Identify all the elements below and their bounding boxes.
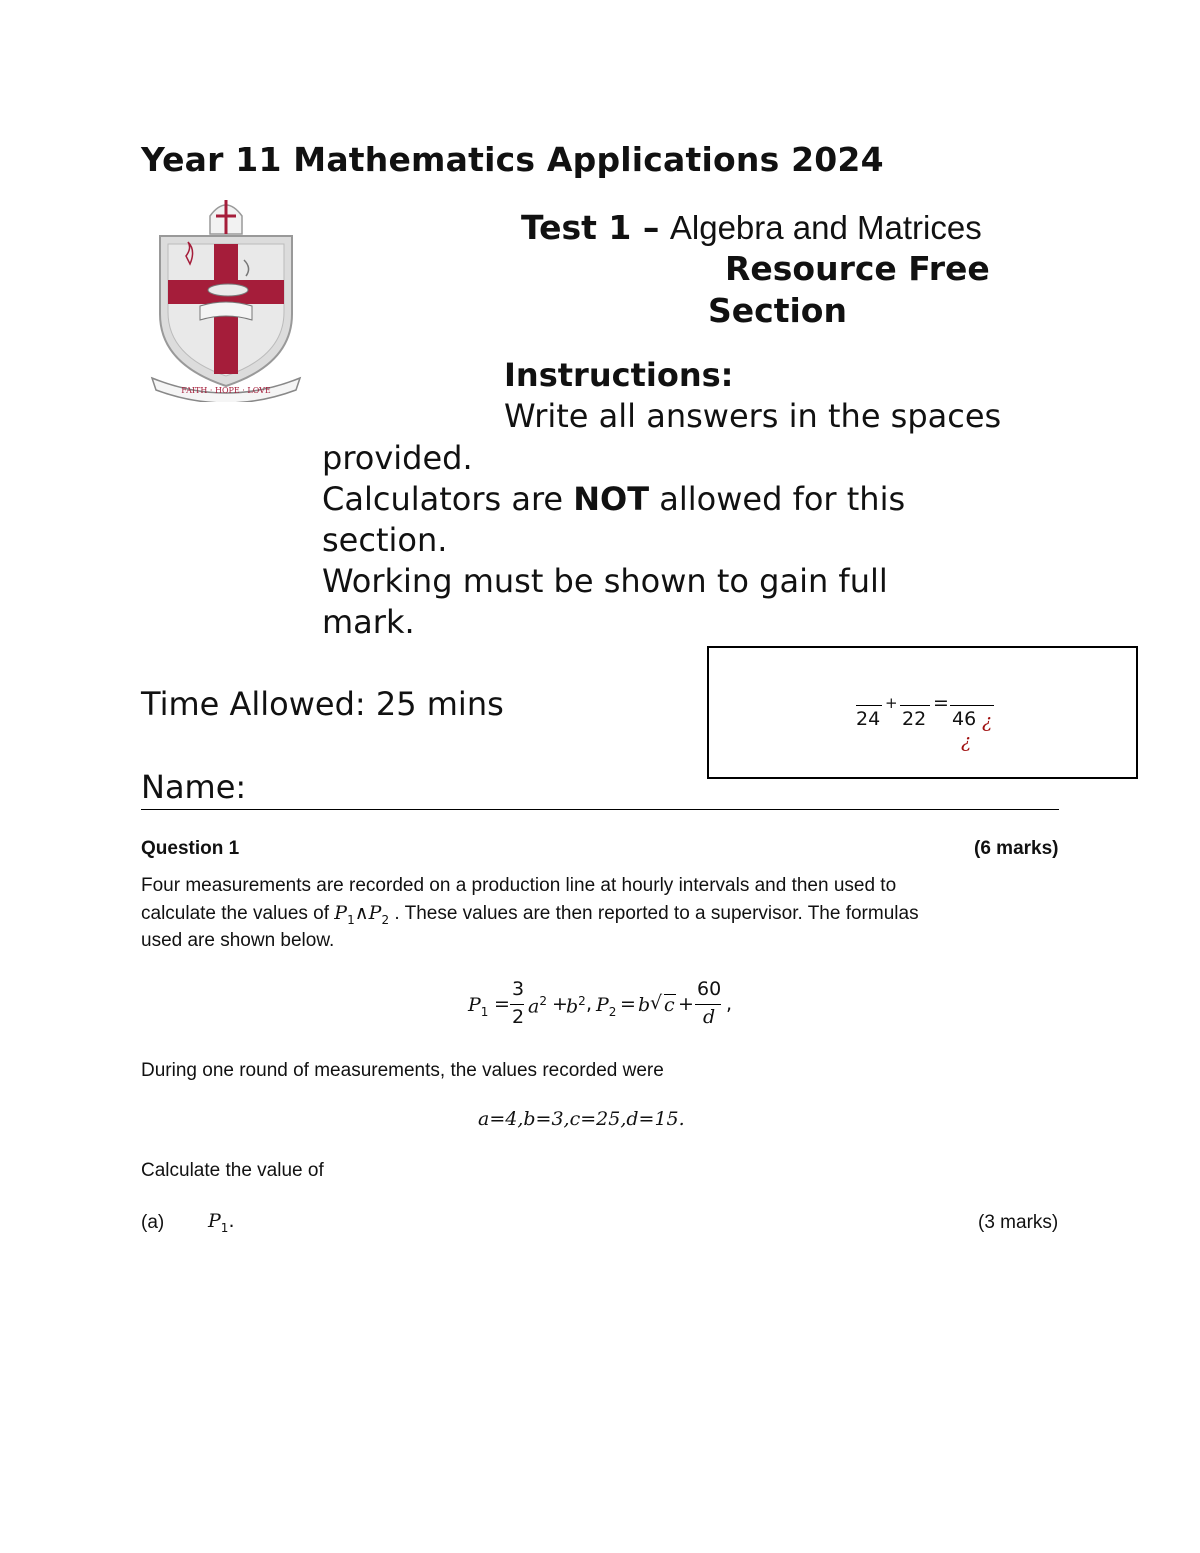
score-part-a: 24 bbox=[856, 708, 881, 730]
question-1-text-line-3: used are shown below. bbox=[141, 930, 335, 951]
question-1-text-line-2: calculate the values of $P_1\wedge P_2$ . These values are then reported to a supervisor. The formulas bbox=[141, 902, 919, 927]
name-label: Name: bbox=[141, 768, 247, 806]
instruction-line-3-cont: mark. bbox=[322, 603, 415, 641]
test-prefix: Test 1 – bbox=[521, 208, 660, 247]
score-part-b: 22 bbox=[902, 708, 927, 730]
question-1-heading: Question 1 bbox=[141, 838, 240, 859]
crest-motto: FAITH · HOPE · LOVE bbox=[181, 386, 271, 395]
part-a-label: (a) bbox=[141, 1212, 165, 1233]
question-1-marks: (6 marks) bbox=[974, 838, 1059, 859]
time-allowed: Time Allowed: 25 mins bbox=[141, 685, 504, 723]
instructions-heading: Instructions: bbox=[504, 356, 734, 394]
question-1-text-line-4: During one round of measurements, the values recorded were bbox=[141, 1060, 664, 1081]
score-glyph: ¿ bbox=[982, 710, 993, 732]
test-title bbox=[521, 208, 982, 247]
test-name: Algebra and Matrices bbox=[669, 209, 982, 246]
score-equals: = bbox=[933, 692, 949, 714]
name-underline bbox=[141, 809, 1059, 810]
score-total: 46 bbox=[952, 708, 977, 730]
part-a-marks: (3 marks) bbox=[978, 1212, 1059, 1233]
score-glyph-2: ¿ bbox=[961, 730, 972, 752]
part-a-expression: $P_1$. bbox=[208, 1210, 235, 1235]
question-1-text-line-1: Four measurements are recorded on a production line at hourly intervals and then used to bbox=[141, 875, 897, 896]
score-plus: + bbox=[885, 694, 898, 712]
instruction-line-3: Working must be shown to gain full bbox=[322, 562, 888, 600]
marks-box bbox=[707, 646, 1138, 779]
calculate-prompt: Calculate the value of bbox=[141, 1160, 324, 1181]
page-title: Year 11 Mathematics Applications 2024 bbox=[141, 140, 884, 179]
resource-free-label: Resource Free bbox=[725, 249, 990, 288]
instruction-line-1: Write all answers in the spaces bbox=[504, 397, 1002, 435]
school-crest-logo bbox=[148, 194, 304, 402]
instruction-line-2-cont: section. bbox=[322, 521, 448, 559]
formula-p1-p2: $P_1$ = 3 2 $a^2$ + $b^2$ , $P_2$ = b √ c + 60 d , bbox=[468, 978, 733, 1028]
recorded-values: a=4,b=3,c=25,d=15. bbox=[478, 1108, 685, 1130]
section-label: Section bbox=[708, 291, 847, 330]
instruction-line-1-cont: provided. bbox=[322, 439, 473, 477]
not-emphasis: NOT bbox=[573, 480, 650, 518]
instruction-line-2: Calculators are NOT allowed for this bbox=[322, 480, 906, 518]
